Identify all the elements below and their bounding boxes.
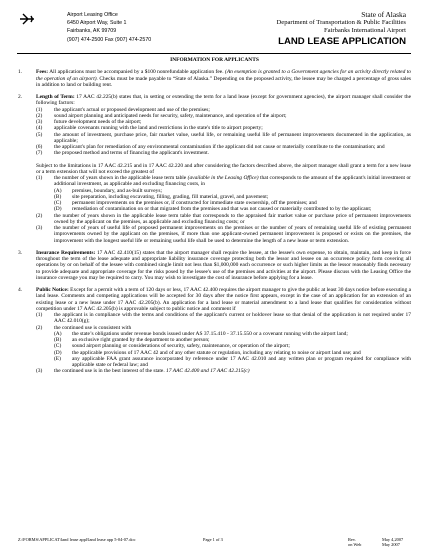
revision-date: May 4,2007 <box>382 537 404 542</box>
list-item: (E) any applicable FAA grant assurance incorporated by reference under 17 AAC 42.010 and any written plan or program required for compliance with applicable state or federal law; and <box>54 355 411 368</box>
section-insurance <box>18 250 411 281</box>
letterhead <box>0 0 428 52</box>
list-item: (2) the number of years shown in the applicable lease term table that corresponds to the appraised fair market value or purchase price of permanent improvements owned by the applicant on the premises, as applicable and excluding financing costs; or <box>36 212 411 225</box>
list-item: (1) the applicant's actual or proposed development and use of the premises; <box>36 106 210 113</box>
section-lead: Length of Term: <box>36 94 75 100</box>
section-heading: INFORMATION FOR APPLICANTS <box>170 57 259 63</box>
section-text: Subject to the limitations in 17 AAC 42.215 and in 17 AAC 42.220 and after considering the factors described above, the airport manager shall grant a term for a new lease or a term extension that will not exceed the greatest of <box>36 162 411 175</box>
sub-list <box>36 331 411 369</box>
list-item: (2) sound airport planning and anticipated needs for security, safety, maintenance, and operation of the airport; <box>36 112 287 119</box>
office-block <box>67 11 151 44</box>
header-divider <box>17 53 411 54</box>
department-name: Department of Transportation & Public Facilities <box>276 19 406 26</box>
section-lead: Fees: <box>36 69 49 76</box>
section-number: 2. <box>18 94 23 100</box>
list-item: (3) the number of years of useful life of proposed permanent improvements on the premises or the number of years of remaining useful life of existing permanent improvements owned by the applicant on the premises, if more than one applicant-owned permanent improvement is proposed or exists on the premises, the improvement with the longest useful life or remaining useful life shall be used to determine the length of a new lease or term extension. <box>36 225 411 244</box>
list-item: (D) remediation of contamination on or that migrated from the premises and that was not caused or materially contributed to by the applicant; <box>54 206 372 213</box>
list-item: (C) sound airport planning or considerations of security, safety, maintenance, or operation of the airport; <box>54 343 290 350</box>
agency-block <box>277 11 406 48</box>
section-italic-text: (An exemption is granted to a Government agencies for an activity directly related to the operation of an airport). <box>36 69 411 82</box>
revision-label: Rev. <box>348 537 356 542</box>
state-name: State of Alaska <box>361 10 406 19</box>
sub-list <box>36 188 411 213</box>
web-date: May 2007 <box>382 542 400 547</box>
file-path: Z:\FORMS\APPLICAT\land lease appl\land lease app 5-04-07.doc <box>18 537 136 542</box>
office-phone: (907) 474-2500 Fax (907) 474-2570 <box>67 37 152 43</box>
form-title: LAND LEASE APPLICATION <box>278 36 406 47</box>
office-address-line1: 6450 Airport Way, Suite 1 <box>67 20 127 26</box>
page-number: Page 1 of 3 <box>203 537 223 542</box>
factor-list <box>36 107 411 157</box>
list-item: (D) the applicable provisions of 17 AAC 42 and of any other statute or regulation, including any relating to noise or airport land use; and <box>54 349 361 356</box>
section-number: 3. <box>18 249 23 256</box>
section-lead: Public Notice: <box>36 287 69 293</box>
list-item: (6) the applicant's plan for remediation of any environmental contamination if the applicant did not cause or materially contribute to the contamination; and <box>36 144 385 150</box>
airport-name: Fairbanks International Airport <box>323 27 406 34</box>
section-number: 1. <box>18 69 23 76</box>
list-item: (1) the applicant is in compliance with the terms and conditions of the applicant's current or holdover lease so that denial of the application is not required under 17 AAC 42.010(g); <box>36 312 411 325</box>
section-text: All applications must be accompanied by a $100 nonrefundable application fee. <box>48 69 224 76</box>
section-length-of-term <box>18 94 411 244</box>
section-text: 17 AAC 42.410(15) states that the airport manager shall require the lessee, at the lessee's own expense, to obtain, maintain, and keep in force throughout the term of the lease adequate and appropriate liability insurance coverage protecting both the lessor and lessee on an occurrence policy form covering all operations by or on behalf of the lessee with combined single limit not less than $1,000,000 each occurrence or such higher limits as the lessor reasonably finds necessary to provide adequate and appropriate coverage for the risks posed by the lessee's use of the premises and activities at the airport. Please discuss with the Leasing Office the insurance coverage you may be required to carry. You may wish to investigate the cost of insurance before applying for a lease. <box>36 249 411 281</box>
list-item: (2) the continued use is consistent with <box>36 324 132 331</box>
section-fees <box>18 69 411 88</box>
section-text: Except for a permit with a term of 120 days or less, 17 AAC 42.400 requires the airport manager to give the public at least 30 days notice before executing a land lease. Comments and competing applications will be accepted for 30 days after the notice first appears, except in the case of an application for an extension of an existing lease or a new lease under 17 AAC 42.205(b). An application for a land lease or material amendment to a land lease that qualifies for consideration without competition under 17 AAC 42.205(b) is approvable subject to public notice and comment if <box>36 287 411 312</box>
list-item: (3) future development needs of the airport; <box>36 119 142 125</box>
list-item: (B) site preparation, including excavating, filling, grading, fill material, gravel, and pavement; <box>54 193 269 200</box>
office-address-line2: Fairbanks, AK 99709 <box>67 28 117 34</box>
section-public-notice <box>18 287 411 375</box>
list-item: (4) applicable covenants running with the land and restrictions in the state's title to airport property; <box>36 125 263 132</box>
list-item: (7) the proposed method and terms of financing the applicant's investment. <box>36 150 210 157</box>
office-name: Airport Leasing Office <box>67 12 118 18</box>
list-item: (1) the number of years shown in the applicable lease term table (available in the Leasing Office) that corresponds to the amount of the applicant's initial investment or additional investment, as applicable and excluding financing costs, in <box>36 175 411 188</box>
section-text: Checks must be made payable to “State of Alaska.” Depending on the proposed activity, the lessee may be charged a percentage of gross sales in addition to land or building rent. <box>36 75 411 88</box>
list-item: (C) permanent improvements on the premises or, if constructed for immediate state ownership, off the premises; and <box>54 200 317 206</box>
section-text: 17 AAC 42.225(b) states that, in setting or extending the term for a land lease (except for government agencies), the airport manager shall consider the following factors: <box>36 94 411 107</box>
list-item: (5) the amount of investment, purchase price, fair market value, useful life, or remaining useful life of permanent improvements documented in the application, as applicable; <box>36 131 411 144</box>
airplane-logo-icon <box>19 12 35 26</box>
list-item: (A) the state’s obligations under revenue bonds issued under AS 37.15.410 - 37.15.550 or a covenant running with the airport land; <box>54 330 348 337</box>
list-item: (B) an exclusive right granted by the department to another person; <box>54 337 210 343</box>
list-item: (A) premises, boundary, and as-built surveys; <box>54 187 162 194</box>
document-body <box>18 57 411 375</box>
section-number: 4. <box>18 287 23 293</box>
list-item: (3) the continued use is in the best interest of the state. 17 AAC 42.400 and 17 AAC 42.215(c) <box>36 368 250 375</box>
section-lead: Insurance Requirements: <box>36 249 96 256</box>
web-label: on Web <box>348 542 362 547</box>
